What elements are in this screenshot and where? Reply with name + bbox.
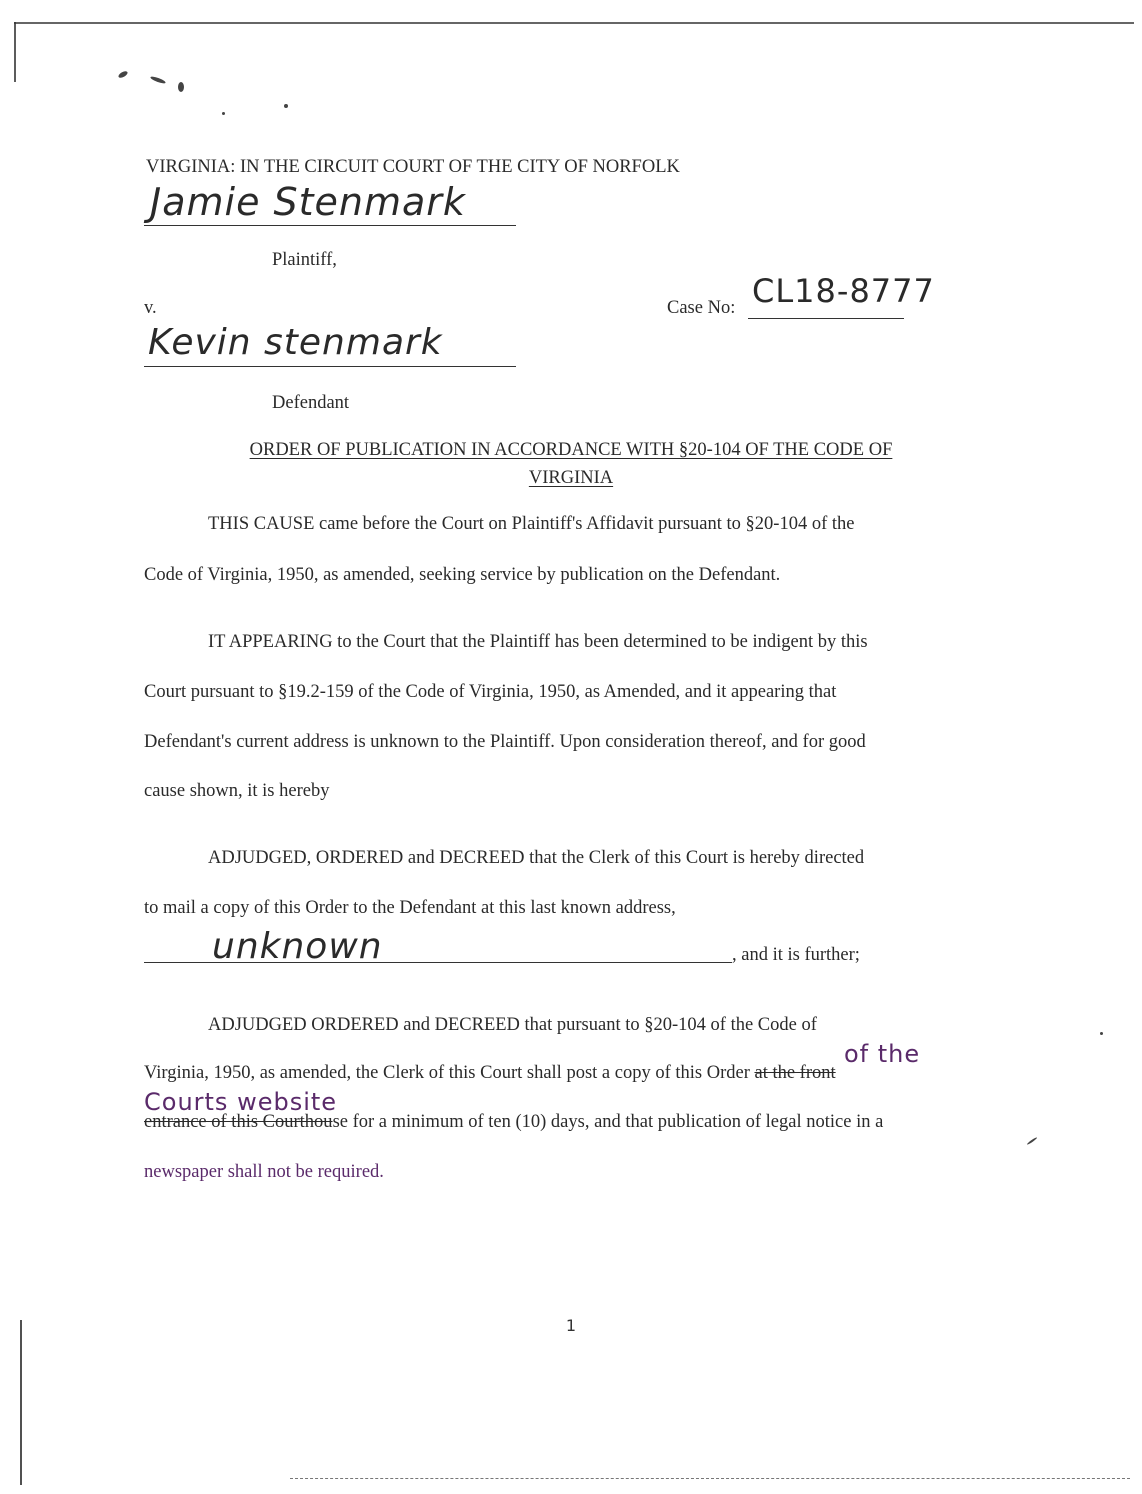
paragraph-2-line-4: cause shown, it is hereby: [144, 781, 330, 801]
paragraph-4-line-1: ADJUDGED ORDERED and DECREED that pursuant to §20-104 of the Code of: [208, 1015, 817, 1035]
paragraph-4-line-4: newspaper shall not be required.: [144, 1162, 384, 1182]
paragraph-3-line-3-suffix: , and it is further;: [732, 945, 860, 965]
paragraph-3-line-2: to mail a copy of this Order to the Defendant at this last known address,: [144, 898, 676, 918]
case-number-line: [748, 318, 904, 319]
scan-edge-top: [14, 22, 1134, 24]
paragraph-4-line-3-suffix: se for a minimum of ten (10) days, and that publication of legal notice in a: [332, 1112, 884, 1132]
scan-edge-left: [14, 22, 16, 82]
order-title-line-2: VIRGINIA: [528, 468, 614, 488]
defendant-label: Defendant: [272, 393, 350, 413]
paragraph-4-line-2: [144, 1063, 836, 1084]
plaintiff-label: Plaintiff,: [272, 250, 337, 270]
paragraph-3-line-1: ADJUDGED, ORDERED and DECREED that the Clerk of this Court is hereby directed: [208, 848, 865, 868]
scan-speck: [1027, 1137, 1038, 1146]
scan-speck: [222, 112, 225, 115]
plaintiff-signature-line: [144, 225, 516, 226]
defendant-name-handwritten: Kevin stenmark: [148, 322, 443, 363]
paragraph-4-line-2-prefix: Virginia, 1950, as amended, the Clerk of this Court shall post a copy of this Order: [144, 1063, 750, 1083]
page-number: 1: [565, 1316, 577, 1335]
plaintiff-name-handwritten: Jamie Stenmark: [150, 180, 466, 224]
paragraph-1-line-2: Code of Virginia, 1950, as amended, seeking service by publication on the Defendant.: [144, 565, 781, 585]
defendant-signature-line: [144, 366, 516, 367]
handwritten-insert-of-the: of the: [844, 1040, 921, 1068]
paragraph-2-line-2: Court pursuant to §19.2-159 of the Code of Virginia, 1950, as Amended, and it appearing that: [144, 682, 837, 702]
case-number-label: Case No:: [667, 298, 736, 318]
address-handwritten: unknown: [212, 926, 383, 967]
handwritten-insert-courts-website: Courts website: [144, 1088, 338, 1116]
versus-label: v.: [144, 298, 157, 318]
paragraph-2-line-3: Defendant's current address is unknown to the Plaintiff. Upon consideration thereof, and for good: [144, 732, 866, 752]
struck-text-entrance-of-courthouse: entrance of this Courthou: [144, 1112, 333, 1132]
scan-speck: [150, 75, 166, 84]
court-header: VIRGINIA: IN THE CIRCUIT COURT OF THE CITY OF NORFOLK: [146, 157, 680, 177]
scan-speck: [1100, 1032, 1103, 1035]
scan-speck: [178, 82, 184, 92]
scan-edge-bottom: [290, 1478, 1130, 1480]
paragraph-2-line-1: IT APPEARING to the Court that the Plaintiff has been determined to be indigent by this: [208, 632, 868, 652]
scan-edge-left-lower: [20, 1320, 22, 1485]
scan-speck: [284, 104, 288, 108]
paragraph-1-line-1: THIS CAUSE came before the Court on Plaintiff's Affidavit pursuant to §20-104 of the: [208, 514, 855, 534]
case-number-handwritten: CL18-8777: [752, 272, 935, 310]
struck-text-at-the-front: at the front: [754, 1063, 836, 1083]
order-title-line-1: ORDER OF PUBLICATION IN ACCORDANCE WITH §20-104 OF THE CODE OF: [249, 440, 893, 460]
scan-speck: [117, 70, 128, 79]
address-line: [144, 962, 732, 963]
